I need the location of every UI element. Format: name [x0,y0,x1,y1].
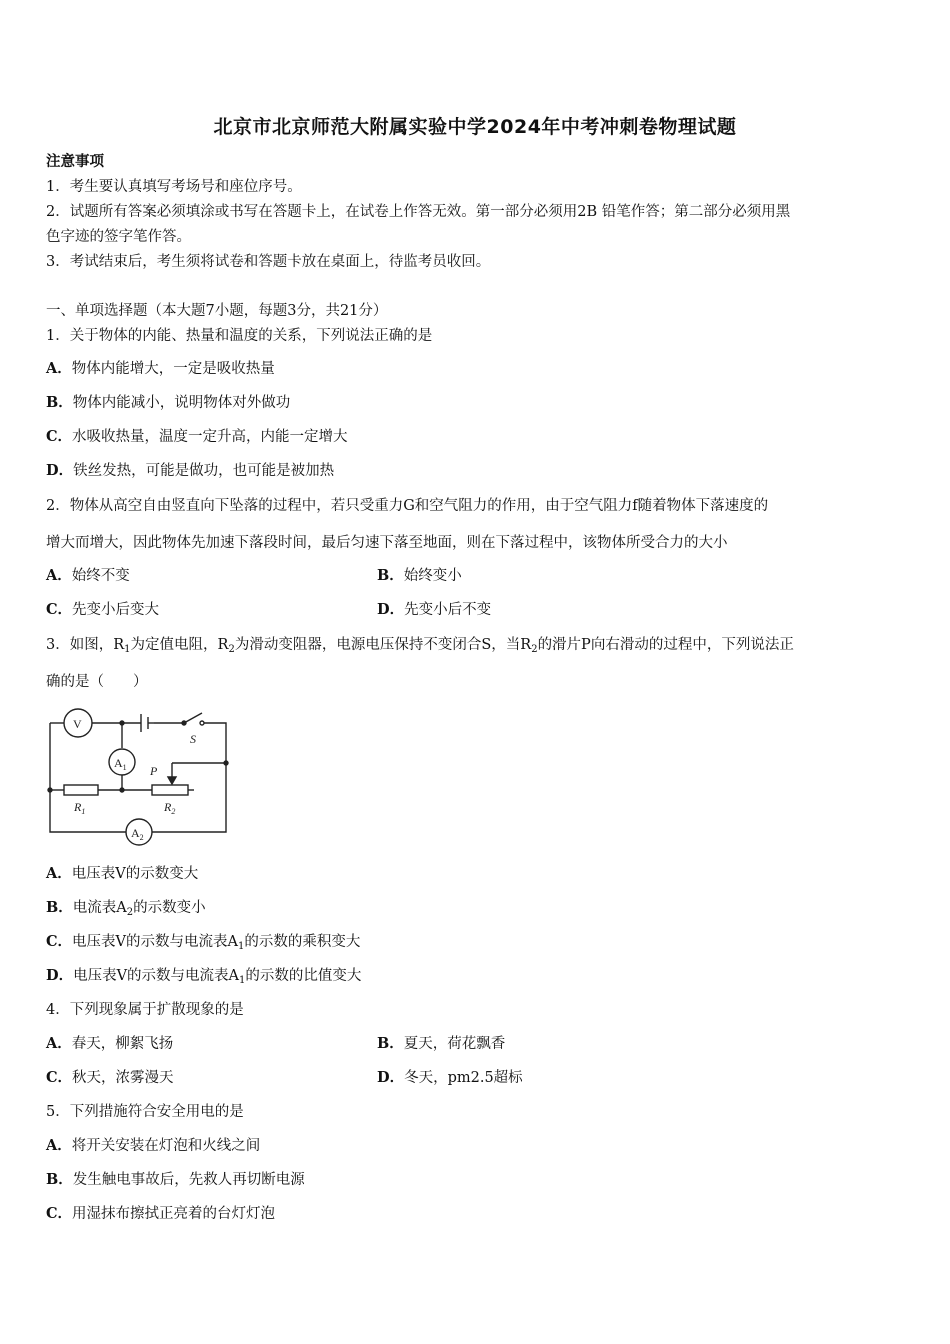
stem-part: 的滑片P向右滑动的过程中，下列说法正 [537,637,794,653]
option-text: 的示数的比值变大 [245,968,362,984]
junction-dot [48,788,52,792]
question-stem: 5．下列措施符合安全用电的是 [46,1104,244,1120]
notice-item: 1．考生要认真填写考场号和座位序号。 [46,179,302,195]
question-stem: 2．物体从高空自由竖直向下坠落的过程中，若只受重力G和空气阻力的作用，由于空气阻力f随着物体下落速度的 [46,498,769,514]
option-item [377,566,462,586]
question-stem: 4．下列现象属于扩散现象的是 [46,1002,244,1018]
option-item [46,427,348,447]
option-text: 物体内能减小，说明物体对外做功 [72,395,291,411]
option-item [46,393,290,413]
option-item [46,1136,260,1156]
option-text: 电压表V的示数变大 [71,866,199,882]
option-text: 先变小后变大 [72,602,160,618]
option-text: 发生触电事故后，先救人再切断电源 [72,1172,305,1188]
notice-item: 2．试题所有答案必须填涂或书写在答题卡上，在试卷上作答无效。第一部分必须用2B 铅笔作答；第二部分必须用黑 [46,204,791,220]
option-letter: D． [46,967,74,984]
section-heading: 一、单项选择题（本大题7小题，每题3分，共21分） [46,303,388,319]
resistor-r2 [152,785,188,795]
option-text: 始终变小 [403,568,462,584]
resistor-r1 [64,785,98,795]
option-text: 冬天，pm2.5超标 [404,1070,523,1086]
subscript: 1 [124,644,131,655]
option-letter: C． [46,428,73,445]
wire [152,723,226,832]
option-letter: C． [46,1069,73,1086]
question-stem: 增大而增大，因此物体先加速下落段时间，最后匀速下落至地面，则在下落过程中，该物体所受合力的大小 [46,535,728,551]
r1-label: $R_1$ [74,800,86,816]
option-letter: B． [46,1171,73,1188]
option-item [46,1034,173,1054]
question-stem: 确的是（ ） [46,674,148,690]
option-item [46,1068,174,1088]
option-item [46,461,334,481]
stem-part: 3．如图，R [46,637,125,653]
option-text: 春天，柳絮飞扬 [71,1036,174,1052]
option-text: 用湿抹布擦拭正亮着的台灯灯泡 [72,1206,276,1222]
option-item [46,898,206,923]
option-letter: B． [377,567,404,584]
subscript: 2 [531,644,538,655]
option-letter: C． [46,933,73,950]
junction-dot [224,761,228,765]
stem-part: 为定值电阻，R [130,637,229,653]
option-item [46,600,159,620]
option-item [377,1034,505,1054]
option-letter: D． [377,1069,405,1086]
option-text: 电压表V的示数与电流表A [72,934,238,950]
option-text: 电流表A [72,900,127,916]
option-text: 夏天，荷花飘香 [403,1036,506,1052]
option-text: 电压表V的示数与电流表A [73,968,240,984]
option-item [46,1204,275,1224]
option-item [46,1170,305,1190]
subscript: 2 [126,907,134,918]
question-stem: 1．关于物体的内能、热量和温度的关系，下列说法正确的是 [46,328,433,344]
switch-lever [184,713,202,723]
option-letter: A． [46,360,72,377]
option-letter: D． [377,601,405,618]
slider-arrow [168,777,176,784]
option-item [377,600,491,620]
option-letter: C． [46,601,73,618]
option-item [46,932,360,957]
page-title: 北京市北京师范大附属实验中学2024年中考冲刺卷物理试题 [213,116,737,138]
option-item [46,966,361,991]
option-letter: A． [46,1035,72,1052]
junction-dot [120,721,124,725]
option-text: 始终不变 [71,568,130,584]
option-text: 的示数变小 [133,900,206,916]
option-text: 先变小后不变 [404,602,492,618]
option-text: 将开关安装在灯泡和火线之间 [71,1138,261,1154]
switch-label: S [190,732,196,746]
option-text: 铁丝发热，可能是做功，也可能是被加热 [73,463,335,479]
option-text: 水吸收热量，温度一定升高，内能一定增大 [72,429,348,445]
voltmeter-label: V [73,717,82,731]
ammeter-a1-label: $A_1$ [114,756,127,772]
option-item [46,359,275,379]
option-item [46,864,198,884]
r2-label: $R_2$ [164,800,176,816]
option-letter: A． [46,1137,72,1154]
notice-item: 色字迹的签字笔作答。 [46,229,191,245]
switch-contact [200,721,204,725]
wire [50,723,127,832]
slider-label: P [150,764,158,778]
option-item [46,566,130,586]
notice-heading: 注意事项 [46,153,104,170]
option-letter: A． [46,865,72,882]
notice-item: 3．考试结束后，考生须将试卷和答题卡放在桌面上，待监考员收回。 [46,254,491,270]
option-text: 物体内能增大，一定是吸收热量 [71,361,275,377]
option-letter: B． [46,899,73,916]
option-text: 的示数的乘积变大 [244,934,361,950]
option-letter: C． [46,1205,73,1222]
option-letter: B． [46,394,73,411]
option-letter: A． [46,567,72,584]
circuit-diagram [42,705,242,850]
option-text: 秋天，浓雾漫天 [72,1070,174,1086]
subscript: 2 [228,644,235,655]
option-item [377,1068,523,1088]
option-letter: D． [46,462,74,479]
subscript: 1 [239,975,246,986]
question-stem [46,635,794,660]
stem-part: 为滑动变阻器，电源电压保持不变闭合S，当R [234,637,532,653]
option-letter: B． [377,1035,404,1052]
ammeter-a2-label: $A_2$ [131,826,144,842]
subscript: 1 [238,941,245,952]
